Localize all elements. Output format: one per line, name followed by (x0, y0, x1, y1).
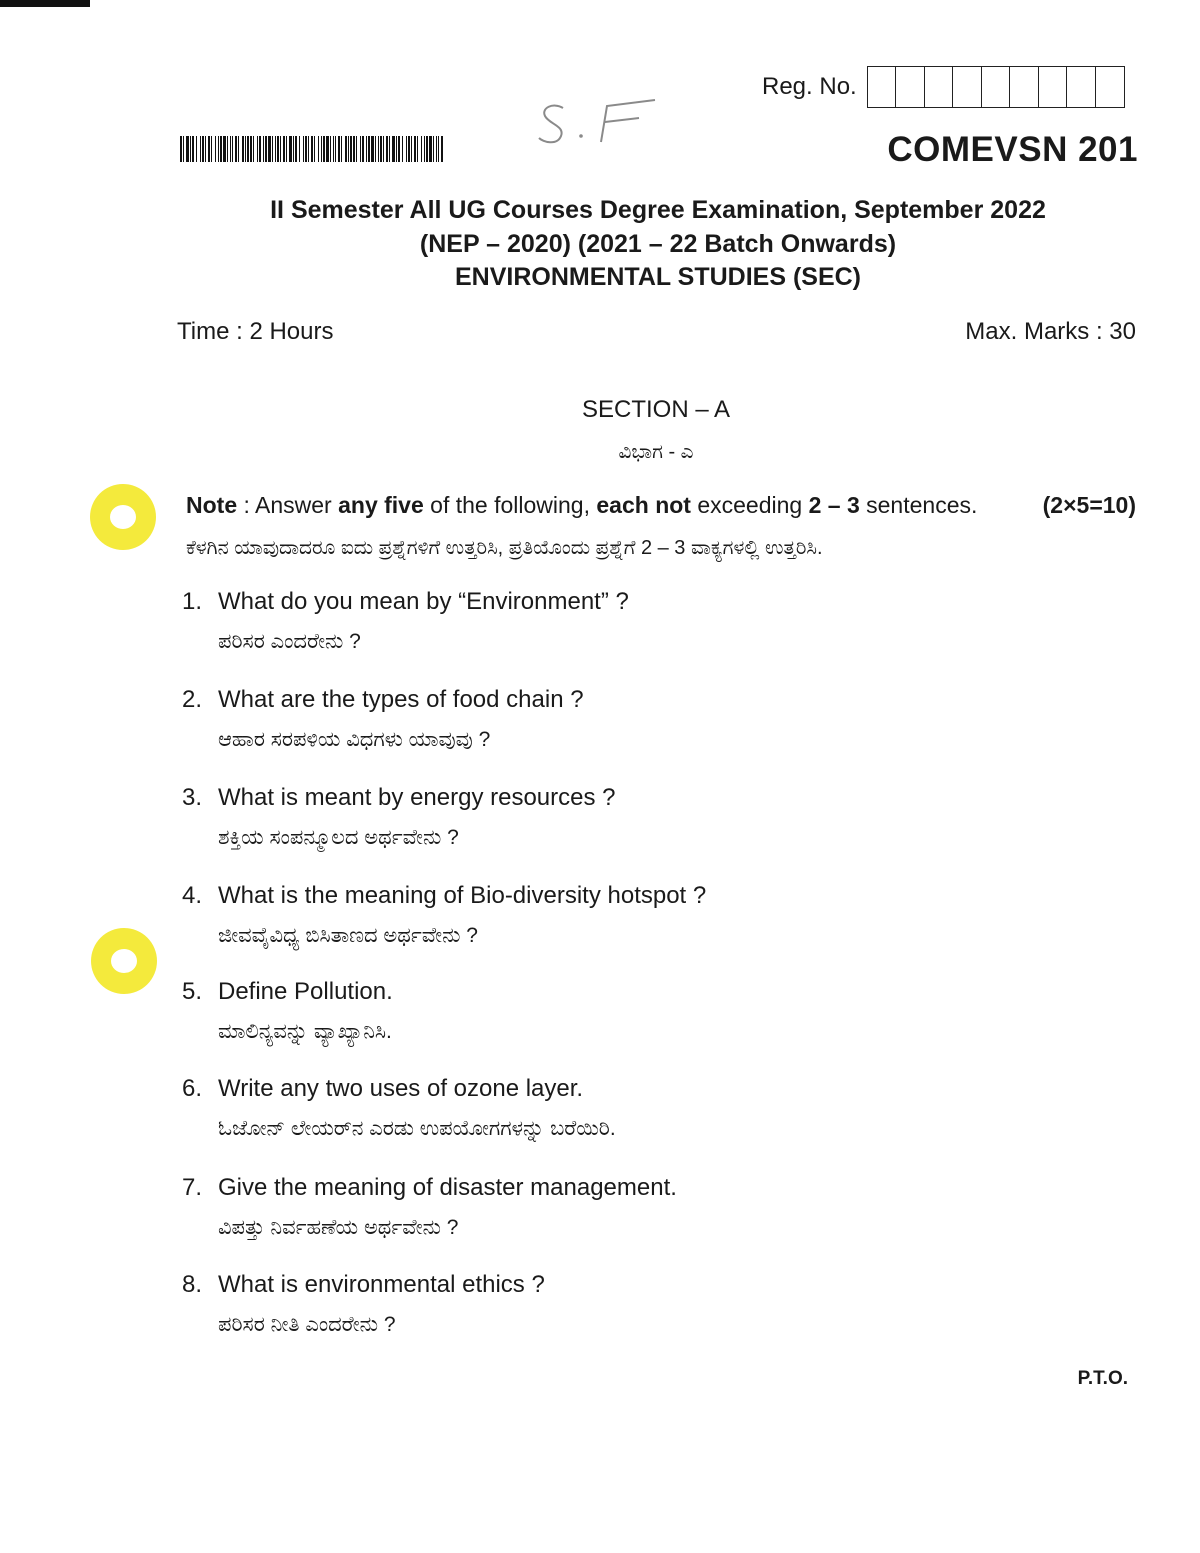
question-text: What is environmental ethics ? (218, 1271, 545, 1298)
handwritten-initials (535, 92, 665, 152)
scan-corner-mark (0, 0, 90, 7)
reg-digit-box (1039, 67, 1068, 107)
reg-no-boxes (867, 66, 1126, 108)
question (182, 1174, 1082, 1240)
reg-no-label: Reg. No. (762, 73, 857, 100)
question-number: 7. (182, 1174, 203, 1201)
question-text: Give the meaning of disaster management. (218, 1174, 677, 1201)
time-allowed: Time : 2 Hours (177, 318, 334, 345)
reg-digit-box (1096, 67, 1125, 107)
max-marks: Max. Marks : 30 (965, 318, 1136, 345)
question-number: 5. (182, 978, 203, 1005)
reg-digit-box (925, 67, 954, 107)
reg-digit-box (1010, 67, 1039, 107)
section-heading: SECTION – A (581, 396, 731, 423)
question-text-kannada: ಆಹಾರ ಸರಪಳಿಯ ವಿಧಗಳು ಯಾವುವು ? (218, 728, 491, 751)
question-text-kannada: ಪರಿಸರ ಎಂದರೇನು ? (218, 630, 361, 653)
question-text-kannada: ವಿಪತ್ತು ನಿರ್ವಹಣೆಯ ಅರ್ಥವೇನು ? (218, 1216, 459, 1239)
question-text-kannada: ಶಕ್ತಿಯ ಸಂಪನ್ಮೂಲದ ಅರ್ಥವೇನು ? (218, 826, 459, 849)
question-text: What are the types of food chain ? (218, 686, 584, 713)
question (182, 1075, 1082, 1141)
note-label: Note (186, 492, 238, 518)
question-text: Write any two uses of ozone layer. (218, 1075, 584, 1102)
page-turn-indicator: P.T.O. (1077, 1368, 1128, 1389)
reg-digit-box (953, 67, 982, 107)
paper-code: COMEVSN 201 (887, 130, 1138, 169)
question-number: 4. (182, 882, 203, 909)
reg-digit-box (896, 67, 925, 107)
question-number: 8. (182, 1271, 203, 1298)
question (182, 686, 1082, 752)
question (182, 784, 1082, 850)
instruction-note-kannada: ಕೆಳಗಿನ ಯಾವುದಾದರೂ ಐದು ಪ್ರಶ್ನೆಗಳಿಗೆ ಉತ್ತರಿಸಿ, ಪ್ರತಿಯೊಂದು ಪ್ರಶ್ನೆಗೆ 2 – 3 ವಾಕ್ಯಗಳಲ್ಲಿ ಉತ್ತರಿಸಿ. (186, 537, 823, 559)
note-text: of the following, (423, 492, 597, 518)
note-text: : Answer (237, 492, 339, 518)
question-text: Define Pollution. (218, 978, 393, 1005)
question (182, 588, 1082, 654)
reg-digit-box (868, 67, 897, 107)
section-heading-kannada: ವಿಭಾಗ - ಎ (618, 441, 694, 463)
reg-no-field (762, 66, 1125, 108)
question-text-kannada: ಜೀವವೈವಿಧ್ಯ ಬಿಸಿತಾಣದ ಅರ್ಥವೇನು ? (218, 924, 478, 947)
reg-digit-box (982, 67, 1011, 107)
question-number: 2. (182, 686, 203, 713)
question-text: What is meant by energy resources ? (218, 784, 616, 811)
punch-hole-sticker (91, 928, 157, 994)
question-number: 1. (182, 588, 203, 615)
question-number: 3. (182, 784, 203, 811)
question (182, 882, 1082, 948)
note-bold: any five (338, 492, 424, 518)
question-text-kannada: ಓಜೋನ್ ಲೇಯರ್‌ನ ಎರಡು ಉಪಯೋಗಗಳನ್ನು ಬರೆಯಿರಿ. (218, 1117, 616, 1140)
instruction-note (186, 492, 1136, 519)
question (182, 978, 1082, 1044)
note-text: exceeding (690, 492, 809, 518)
section-marks: (2×5=10) (1042, 492, 1136, 518)
question-text: What is the meaning of Bio-diversity hotspot ? (218, 882, 707, 909)
exam-batch: (NEP – 2020) (2021 – 22 Batch Onwards) (419, 230, 897, 258)
question (182, 1271, 1082, 1337)
question-text: What do you mean by “Environment” ? (218, 588, 629, 615)
punch-hole-sticker (90, 484, 156, 550)
reg-digit-box (1067, 67, 1096, 107)
exam-subject: ENVIRONMENTAL STUDIES (SEC) (454, 263, 862, 291)
note-bold: 2 – 3 (808, 492, 860, 518)
exam-title: II Semester All UG Courses Degree Examination, September 2022 (270, 196, 1046, 224)
question-text-kannada: ಪರಿಸರ ನೀತಿ ಎಂದರೇನು ? (218, 1313, 396, 1336)
note-text: sentences. (859, 492, 978, 518)
barcode (180, 136, 442, 162)
question-number: 6. (182, 1075, 203, 1102)
question-text-kannada: ಮಾಲಿನ್ಯವನ್ನು ವ್ಯಾಖ್ಯಾನಿಸಿ. (218, 1020, 392, 1043)
note-bold: each not (596, 492, 691, 518)
